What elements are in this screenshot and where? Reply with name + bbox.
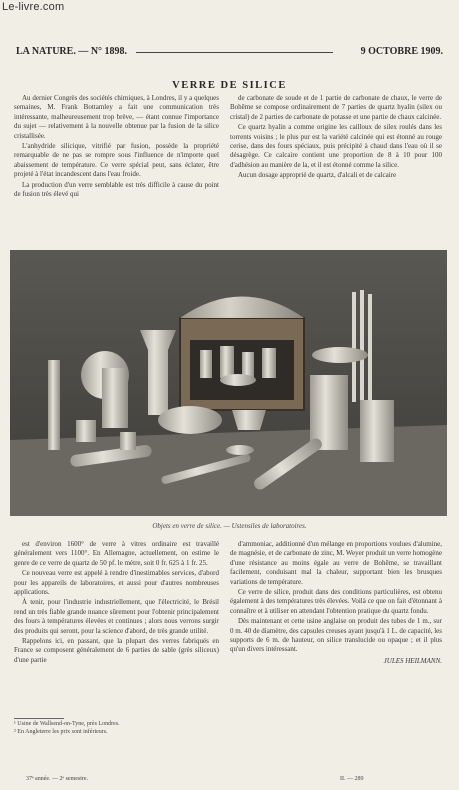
footnotes bbox=[14, 718, 219, 736]
header-rule bbox=[136, 52, 333, 53]
watermark-site-name: Le-livre.com bbox=[2, 1, 65, 13]
paragraph: Ce verre de silice, produit dans des conditions particulières, est obtenu également à des températures très élevées. Voilà ce que on fait d'étonnant à connaître et à utiliser en attendant l'obtention pratique du quartz fondu. bbox=[230, 588, 442, 615]
footnote: ² En Angleterre les prix sont inférieurs. bbox=[14, 728, 108, 735]
glassware-illustration bbox=[10, 250, 447, 516]
folio-volume: 37ᵉ année. — 2ᵉ semestre. bbox=[26, 776, 89, 782]
header-journal-issue: LA NATURE. — N° 1898. bbox=[16, 46, 128, 57]
paragraph: Rappelons ici, en passant, que la plupart des verres fabriqués en France se composent généralement de 6 parties de sable (grès siliceux) d'une partie bbox=[14, 637, 219, 664]
paragraph: Ce quartz hyalin a comme origine les cailloux de silex roulés dans les torrents voisins ; le plus pur est la variété calcinée qui est étonné au rouge cerise, dans des fours spéciaux, puis précipité à chaud dans l'eau où il se désagrège. Ce calcaire contient une proportion de 8 à 10 pour 100 d'adhésion au manière de la, et il est étonné comme la silice. bbox=[230, 123, 442, 169]
paragraph: Au dernier Congrès des sociétés chimiques, à Londres, il y a quelques semaines, M. Frank Bottamley a fait une communication très intéressante, malheureusement trop brève, — étant connue l'importance du sujet — relativement à la nouvelle obtenue par la fusion de la silice cristallisée. bbox=[14, 94, 219, 140]
paragraph: L'anhydride silicique, vitrifié par fusion, possède la propriété remarquable de ne pas se rompre sous l'influence de n'importe quel abaissement de température. Ce verre spécial peut, sans éclater, être projeté à l'état incandescent dans l'eau froide. bbox=[14, 142, 219, 179]
running-header bbox=[16, 46, 443, 60]
article-title: VERRE DE SILICE bbox=[172, 80, 287, 91]
footnote-rule bbox=[14, 718, 64, 719]
paragraph: Ce nouveau verre est appelé à rendre d'inestimables services, d'abord pour les appareils de laboratoires, et aussi pour d'autres nombreuses applications. bbox=[14, 569, 219, 597]
figure-caption: Objets en verre de silice. — Ustensiles de laboratoires. bbox=[152, 522, 307, 530]
page-number: II. — 289 bbox=[340, 776, 364, 782]
text-column-bottom-left bbox=[14, 540, 219, 666]
paragraph: À tenir, pour l'industrie industriellement, que l'électricité, le Brésil rend un très fiable grande nuance sûrement pour l'obtenir principalement des fours à températures élevées et continues ; alors nous verrons surgir des produits qui seront, pour la science d'abord, de très grande utilité. bbox=[14, 598, 219, 635]
photo-laboratory-glassware bbox=[10, 250, 447, 516]
paragraph: La production d'un verre semblable est très difficile à cause du point de fusion très élevé qui bbox=[14, 180, 219, 199]
header-date: 9 OCTOBRE 1909. bbox=[360, 46, 443, 57]
author-signature: JULES HEILMANN. bbox=[383, 656, 442, 665]
paragraph: d'ammoniac, additionné d'un mélange en proportions voulues d'alumine, de magnésie, et de carbonate de zinc, M. Weyer produit un verre homogène d'une résistance au moins égale au verre de Bohême, se travaillant facilement, conduisant mal la chaleur, supportant bien les brusques variations de température. bbox=[230, 540, 442, 586]
paragraph: Aucun dosage approprié de quartz, d'alcali et de calcaire bbox=[238, 171, 397, 180]
footnote: ¹ Usine de Wallsend-on-Tyne, près Londres. bbox=[14, 721, 120, 727]
paragraph: Dès maintenant et cette usine anglaise on produit des tubes de 1 m., sur 0 m. 40 de diamètre, des capsules creuses ayant jusqu'à 1 L. de capacité, les supports de 6 m. de hauteur, on silice translucide ou opaque ; et il plus qu'un divers intéressant. bbox=[230, 617, 442, 654]
paragraph: est d'environ 1600° de verre à vitres ordinaire est travaillé généralement vers 1100°. En Allemagne, actuellement, on estime le genre de ce verre de quartz de 50 pf. le mètre, soit 0 fr. 625 à 1 fr. 25. bbox=[14, 540, 219, 567]
paragraph: de carbonate de soude et de 1 partie de carbonate de chaux, le verre de Bohême se compose ordinairement de 7 parties de quartz hyalin (silex ou cristal) de 2 parties de carbonate de potasse et une partie de chaux calcinée. bbox=[230, 94, 442, 121]
text-column-top-right bbox=[230, 94, 442, 182]
text-column-bottom-right bbox=[230, 540, 442, 666]
text-column-top-left bbox=[14, 94, 219, 200]
